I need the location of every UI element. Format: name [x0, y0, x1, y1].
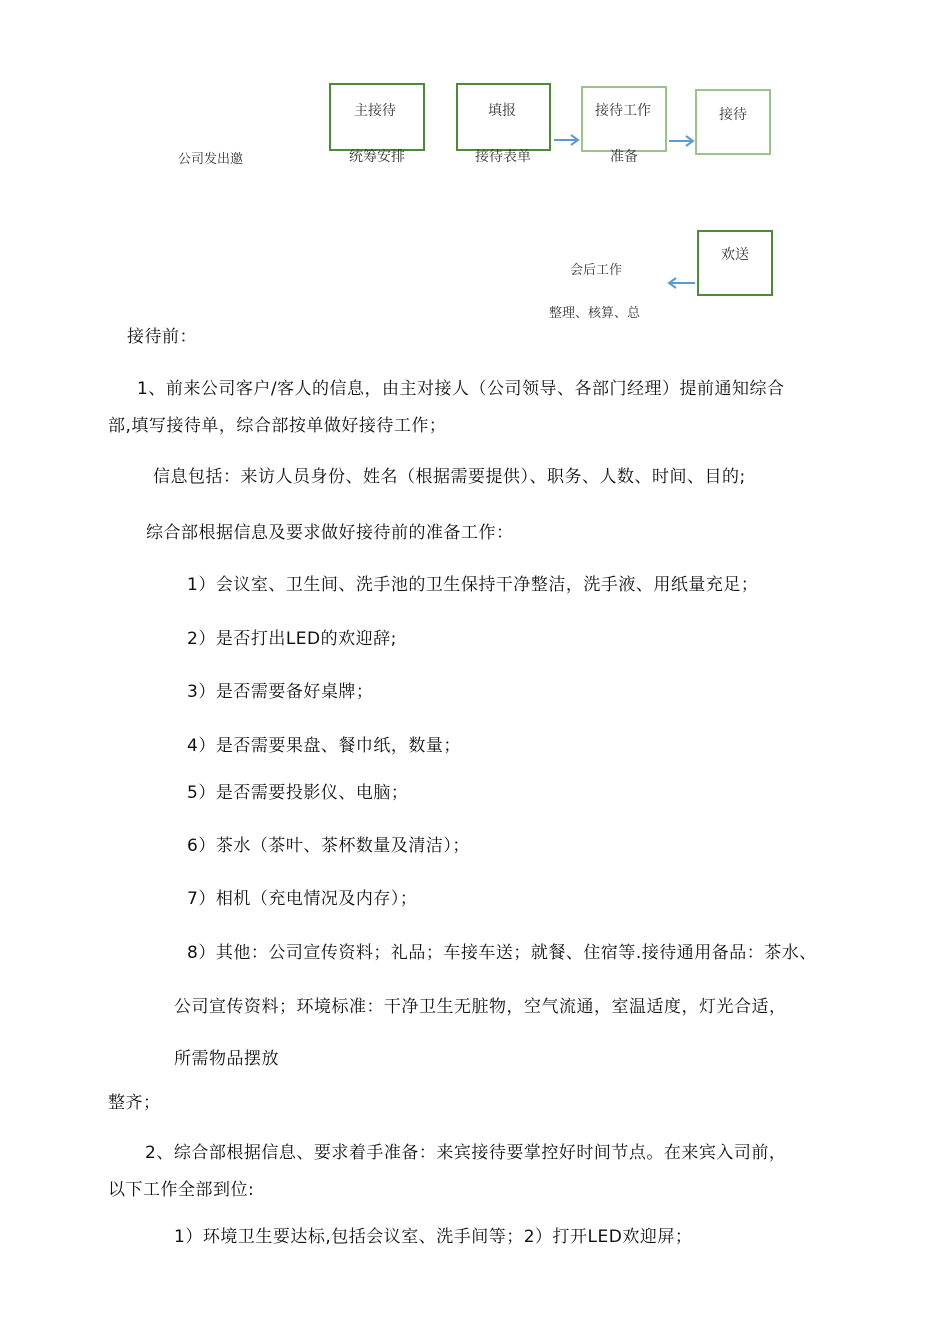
flow-box-fill-form-sublabel: 接待表单	[475, 149, 531, 165]
section-heading: 接待前：	[127, 327, 197, 347]
paragraph-2-line-2: 以下工作全部到位:	[108, 1180, 255, 1200]
flow-after-meeting-text: 会后工作	[570, 263, 623, 278]
flow-box-farewell-label: 欢送	[721, 247, 749, 263]
flow-cut-bottom-clip	[545, 302, 685, 321]
paragraph-1-line-2: 部,填写接待单，综合部按单做好接待工作；	[108, 416, 447, 436]
flow-cut-left-text: 公司发出邀	[178, 152, 244, 167]
flow-cut-bottom-text: 整理、核算、总	[549, 306, 641, 321]
prep-item-7: 7）相机（充电情况及内存）；	[187, 889, 418, 909]
paragraph-2-line-3: 1）环境卫生要达标,包括会议室、洗手间等；2）打开LED欢迎屏；	[174, 1227, 693, 1247]
prep-item-8-line-3: 所需物品摆放	[174, 1049, 279, 1069]
flow-cut-left-clip	[170, 146, 280, 167]
prep-item-8-line-4: 整齐；	[108, 1093, 161, 1113]
prep-item-1: 1）会议室、卫生间、洗手池的卫生保持干净整洁，洗手液、用纸量充足；	[187, 575, 759, 595]
flow-box-prep-sublabel: 准备	[610, 149, 638, 165]
paragraph-2-line-1: 2、综合部根据信息、要求着手准备：来宾接待要掌控好时间节点。在来宾入司前，	[145, 1143, 787, 1163]
flow-box-main-reception-label: 主接待	[354, 103, 396, 119]
paragraph-1-line-1: 1、前来公司客户/客人的信息，由主对接人（公司领导、各部门经理）提前通知综合	[137, 379, 785, 399]
flow-box-reception-label: 接待	[719, 107, 747, 123]
flow-box-main-reception-sublabel: 统筹安排	[349, 149, 405, 165]
flow-arrow-right-2	[667, 133, 697, 149]
prep-item-3: 3）是否需要备好桌牌；	[187, 682, 374, 702]
prep-item-8-line-2: 公司宣传资料；环境标准：干净卫生无脏物，空气流通，室温适度，灯光合适，	[174, 997, 787, 1017]
prep-item-2: 2）是否打出LED的欢迎辞;	[187, 629, 397, 649]
prep-item-8: 8）其他：公司宣传资料；礼品；车接车送；就餐、住宿等.接待通用备品：茶水、	[187, 943, 817, 963]
prep-intro: 综合部根据信息及要求做好接待前的准备工作：	[146, 523, 514, 543]
flow-arrow-left	[665, 275, 697, 291]
prep-item-6: 6）茶水（茶叶、茶杯数量及清洁）；	[187, 836, 470, 856]
flow-arrow-right-1	[552, 132, 582, 148]
info-line: 信息包括：来访人员身份、姓名（根据需要提供）、职务、人数、时间、目的;	[153, 467, 746, 487]
flow-box-prep-label: 接待工作	[595, 103, 651, 119]
prep-item-4: 4）是否需要果盘、餐巾纸，数量；	[187, 736, 461, 756]
flow-box-fill-form-label: 填报	[488, 103, 516, 119]
prep-item-5: 5）是否需要投影仪、电脑；	[187, 783, 409, 803]
